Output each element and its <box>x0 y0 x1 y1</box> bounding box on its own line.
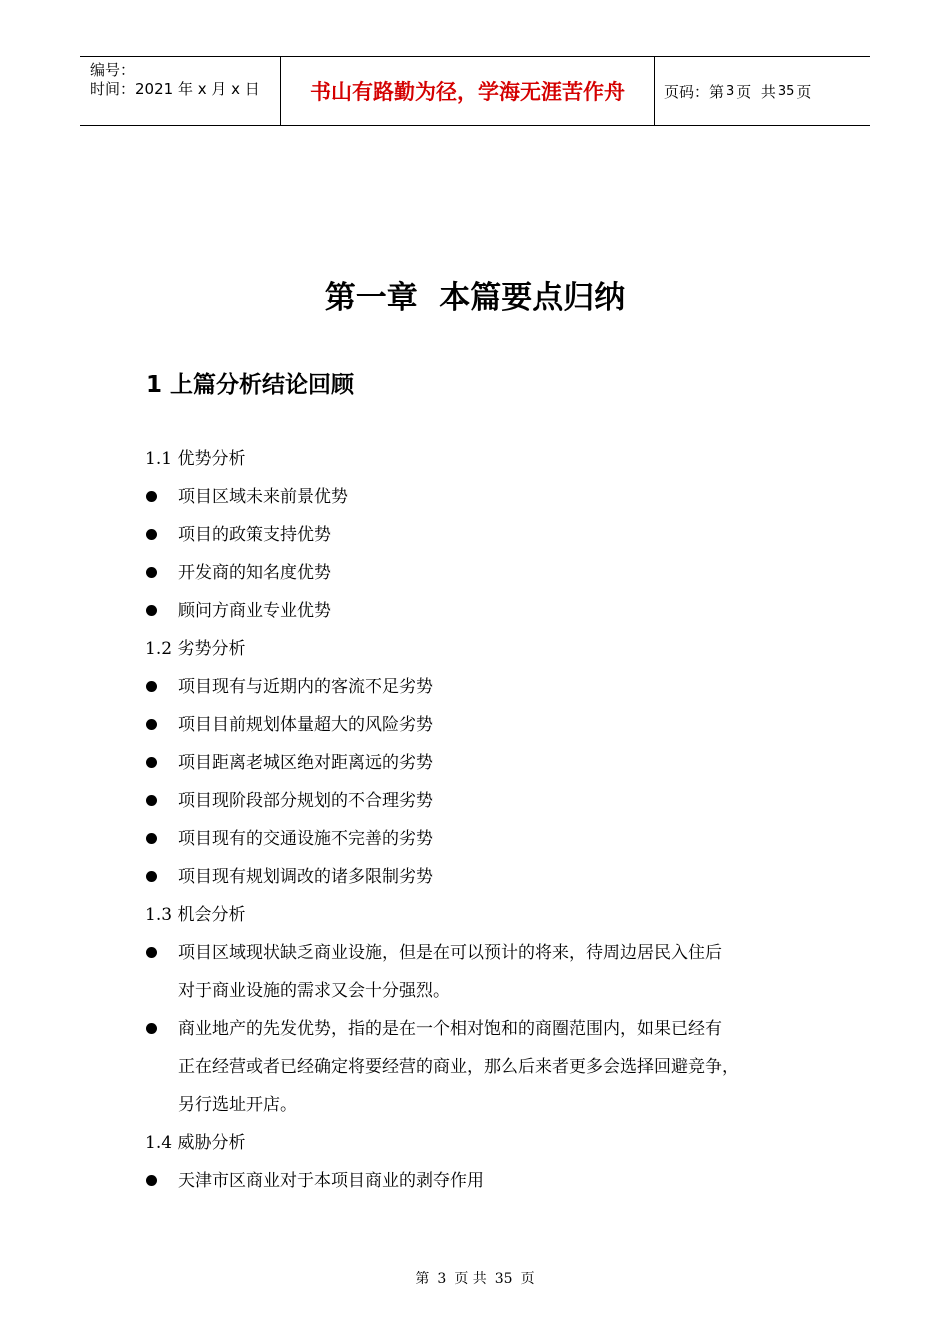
document-time: 时间：2021 年 x 月 x 日 <box>90 80 260 98</box>
page-prefix: 页码：第 <box>664 82 725 101</box>
subsection-heading: 1.2 劣势分析 <box>145 639 246 659</box>
bullet-icon <box>146 491 157 502</box>
header-meta <box>80 57 281 125</box>
list-item-line: 对于商业设施的需求又会十分强烈。 <box>178 981 450 1001</box>
page-suffix: 页 <box>796 82 812 101</box>
list-item: 顾问方商业专业优势 <box>178 601 331 621</box>
document-number-label: 编号： <box>90 61 136 79</box>
list-item-line: 另行选址开店。 <box>178 1095 297 1115</box>
list-item: 项目现阶段部分规划的不合理劣势 <box>178 791 433 811</box>
list-item: 天津市区商业对于本项目商业的剥夺作用 <box>178 1171 484 1191</box>
chapter-title: 第一章 本篇要点归纳 <box>324 280 626 316</box>
list-item: 开发商的知名度优势 <box>178 563 331 583</box>
bullet-icon <box>146 567 157 578</box>
bullet-icon <box>146 947 157 958</box>
bullet-icon <box>146 1023 157 1034</box>
header-motto: 书山有路勤为径，学海无涯苦作舟 <box>281 57 655 125</box>
subsection-heading: 1.1 优势分析 <box>145 449 246 469</box>
section-title: 1 上篇分析结论回顾 <box>146 372 355 398</box>
header-table <box>80 56 870 126</box>
list-item-line: 项目区域现状缺乏商业设施，但是在可以预计的将来，待周边居民入住后 <box>178 943 722 963</box>
footer-mid: 页 共 <box>454 1271 487 1287</box>
bullet-icon <box>146 833 157 844</box>
footer-prefix: 第 <box>415 1271 430 1287</box>
list-item: 项目现有与近期内的客流不足劣势 <box>178 677 433 697</box>
bullet-icon <box>146 871 157 882</box>
footer-suffix: 页 <box>520 1271 535 1287</box>
page-mid: 页 共 <box>736 82 776 101</box>
bullet-icon <box>146 1175 157 1186</box>
list-item: 项目的政策支持优势 <box>178 525 331 545</box>
bullet-icon <box>146 757 157 768</box>
footer-total: 35 <box>494 1271 513 1287</box>
list-item: 项目现有规划调改的诸多限制劣势 <box>178 867 433 887</box>
footer-current: 3 <box>437 1271 447 1287</box>
bullet-icon <box>146 529 157 540</box>
bullet-icon <box>146 605 157 616</box>
list-item: 项目距离老城区绝对距离远的劣势 <box>178 753 433 773</box>
list-item-line: 正在经营或者已经确定将要经营的商业，那么后来者更多会选择回避竞争， <box>178 1057 739 1077</box>
subsection-heading: 1.3 机会分析 <box>145 905 246 925</box>
bullet-icon <box>146 795 157 806</box>
page-current: 3 <box>726 83 735 99</box>
list-item-line: 商业地产的先发优势，指的是在一个相对饱和的商圈范围内，如果已经有 <box>178 1019 722 1039</box>
bullet-icon <box>146 719 157 730</box>
list-item: 项目目前规划体量超大的风险劣势 <box>178 715 433 735</box>
list-item: 项目区域未来前景优势 <box>178 487 348 507</box>
header-page-info <box>655 57 870 125</box>
page-total: 35 <box>777 83 795 99</box>
bullet-icon <box>146 681 157 692</box>
list-item: 项目现有的交通设施不完善的劣势 <box>178 829 433 849</box>
page-footer <box>0 1268 950 1288</box>
subsection-heading: 1.4 威胁分析 <box>145 1133 246 1153</box>
